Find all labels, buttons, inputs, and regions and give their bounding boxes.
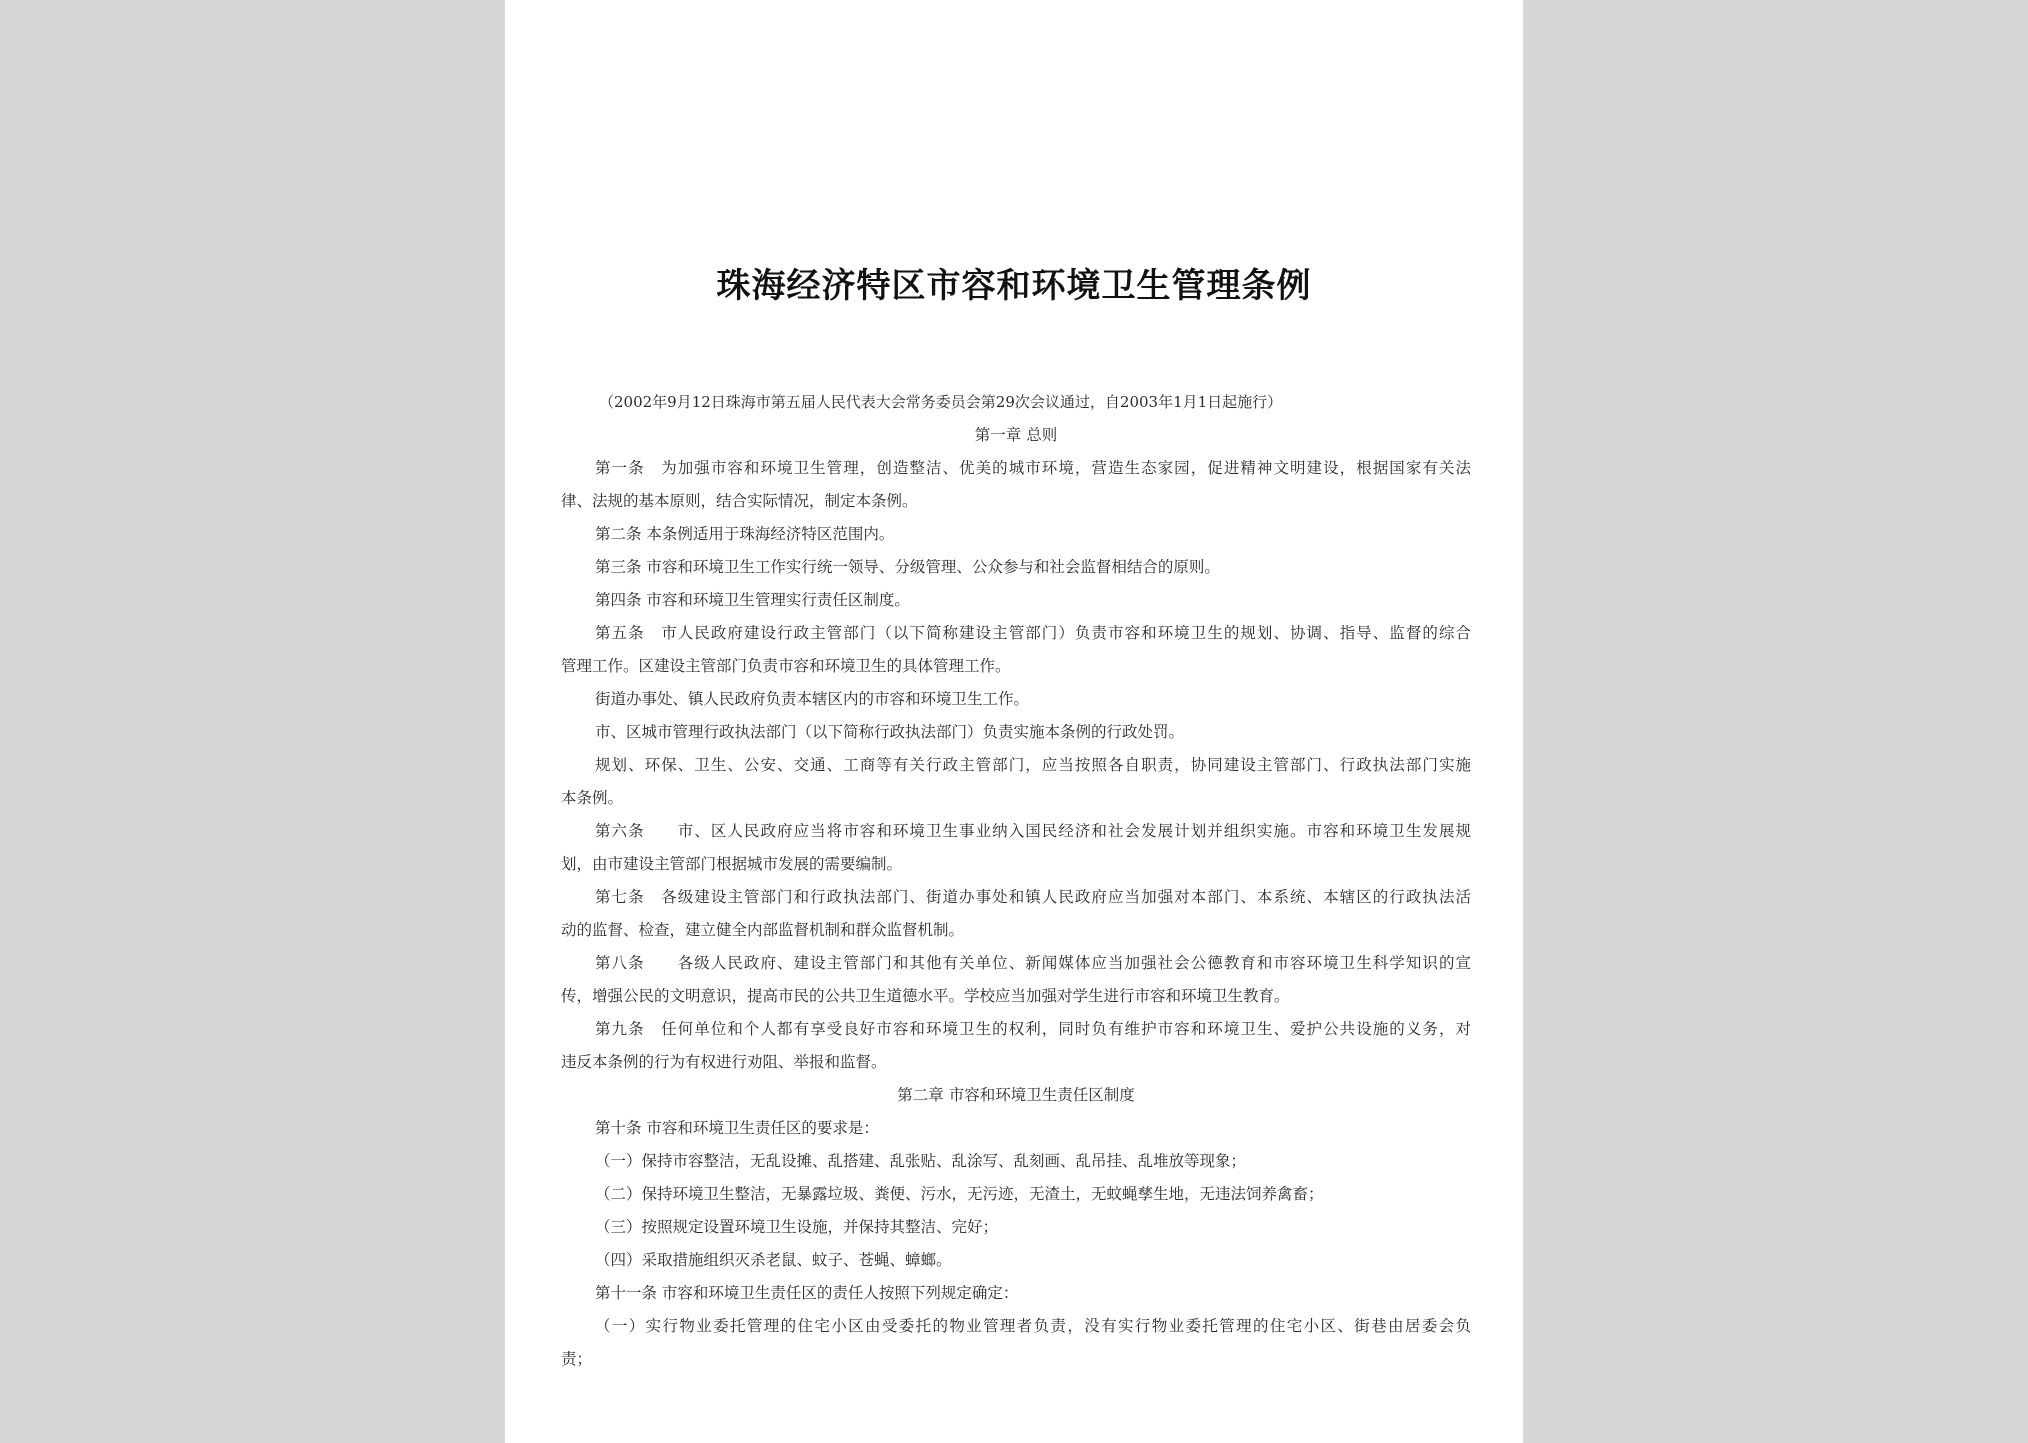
list-item: （三）按照规定设置环境卫生设施，并保持其整洁、完好； [595, 1218, 999, 1236]
article-line: 第三条 市容和环境卫生工作实行统一领导、分级管理、公众参与和社会监督相结合的原则。 [595, 558, 1220, 576]
article-line: 划，由市建设主管部门根据城市发展的需要编制。 [561, 855, 903, 873]
article-line: 街道办事处、镇人民政府负责本辖区内的市容和环境卫生工作。 [595, 690, 1030, 708]
adoption-note: （2002年9月12日珠海市第五届人民代表大会常务委员会第29次会议通过，自2003年1月1日起施行） [599, 393, 1283, 411]
list-item: （一）保持市容整洁，无乱设摊、乱搭建、乱张贴、乱涂写、乱刻画、乱吊挂、乱堆放等现象； [595, 1152, 1247, 1170]
article-line: 本条例。 [561, 789, 624, 807]
article-line: 第十条 市容和环境卫生责任区的要求是： [595, 1119, 879, 1137]
article-line: 第六条 市、区人民政府应当将市容和环境卫生事业纳入国民经济和社会发展计划并组织实施。市容和环境卫生发展规 [595, 822, 1471, 840]
chapter-heading: 第二章 市容和环境卫生责任区制度 [897, 1086, 1135, 1104]
article-line: 第四条 市容和环境卫生管理实行责任区制度。 [595, 591, 910, 609]
document-page [505, 0, 1523, 1443]
chapter-heading: 第一章 总则 [974, 426, 1058, 444]
article-line: 责； [561, 1350, 593, 1368]
article-line: 规划、环保、卫生、公安、交通、工商等有关行政主管部门，应当按照各自职责，协同建设主管部门、行政执法部门实施 [595, 756, 1471, 774]
article-line: 第七条 各级建设主管部门和行政执法部门、街道办事处和镇人民政府应当加强对本部门、本系统、本辖区的行政执法活 [595, 888, 1471, 906]
document-body [561, 386, 1471, 1376]
list-item: （二）保持环境卫生整洁，无暴露垃圾、粪便、污水，无污迹，无渣土，无蚊蝇孳生地，无违法饲养禽畜； [595, 1185, 1324, 1203]
article-line: 传，增强公民的文明意识，提高市民的公共卫生道德水平。学校应当加强对学生进行市容和环境卫生教育。 [561, 987, 1290, 1005]
article-line: 第八条 各级人民政府、建设主管部门和其他有关单位、新闻媒体应当加强社会公德教育和市容环境卫生科学知识的宣 [595, 954, 1471, 972]
document-title: 珠海经济特区市容和环境卫生管理条例 [716, 266, 1312, 306]
article-line: 第二条 本条例适用于珠海经济特区范围内。 [595, 525, 895, 543]
list-item: （一）实行物业委托管理的住宅小区由受委托的物业管理者负责，没有实行物业委托管理的住宅小区、街巷由居委会负 [595, 1317, 1471, 1335]
article-line: 第五条 市人民政府建设行政主管部门（以下简称建设主管部门）负责市容和环境卫生的规划、协调、指导、监督的综合 [595, 624, 1471, 642]
article-line: 第十一条 市容和环境卫生责任区的责任人按照下列规定确定： [595, 1284, 1019, 1302]
article-line: 市、区城市管理行政执法部门（以下简称行政执法部门）负责实施本条例的行政处罚。 [595, 723, 1185, 741]
article-line: 违反本条例的行为有权进行劝阻、举报和监督。 [561, 1053, 887, 1071]
article-line: 管理工作。区建设主管部门负责市容和环境卫生的具体管理工作。 [561, 657, 1011, 675]
article-line: 动的监督、检查，建立健全内部监督机制和群众监督机制。 [561, 921, 965, 939]
list-item: （四）采取措施组织灭杀老鼠、蚊子、苍蝇、蟑螂。 [595, 1251, 952, 1269]
article-line: 第一条 为加强市容和环境卫生管理，创造整洁、优美的城市环境，营造生态家园，促进精神文明建设，根据国家有关法 [595, 459, 1471, 477]
article-line: 第九条 任何单位和个人都有享受良好市容和环境卫生的权利，同时负有维护市容和环境卫生、爱护公共设施的义务，对 [595, 1020, 1471, 1038]
article-line: 律、法规的基本原则，结合实际情况，制定本条例。 [561, 492, 918, 510]
